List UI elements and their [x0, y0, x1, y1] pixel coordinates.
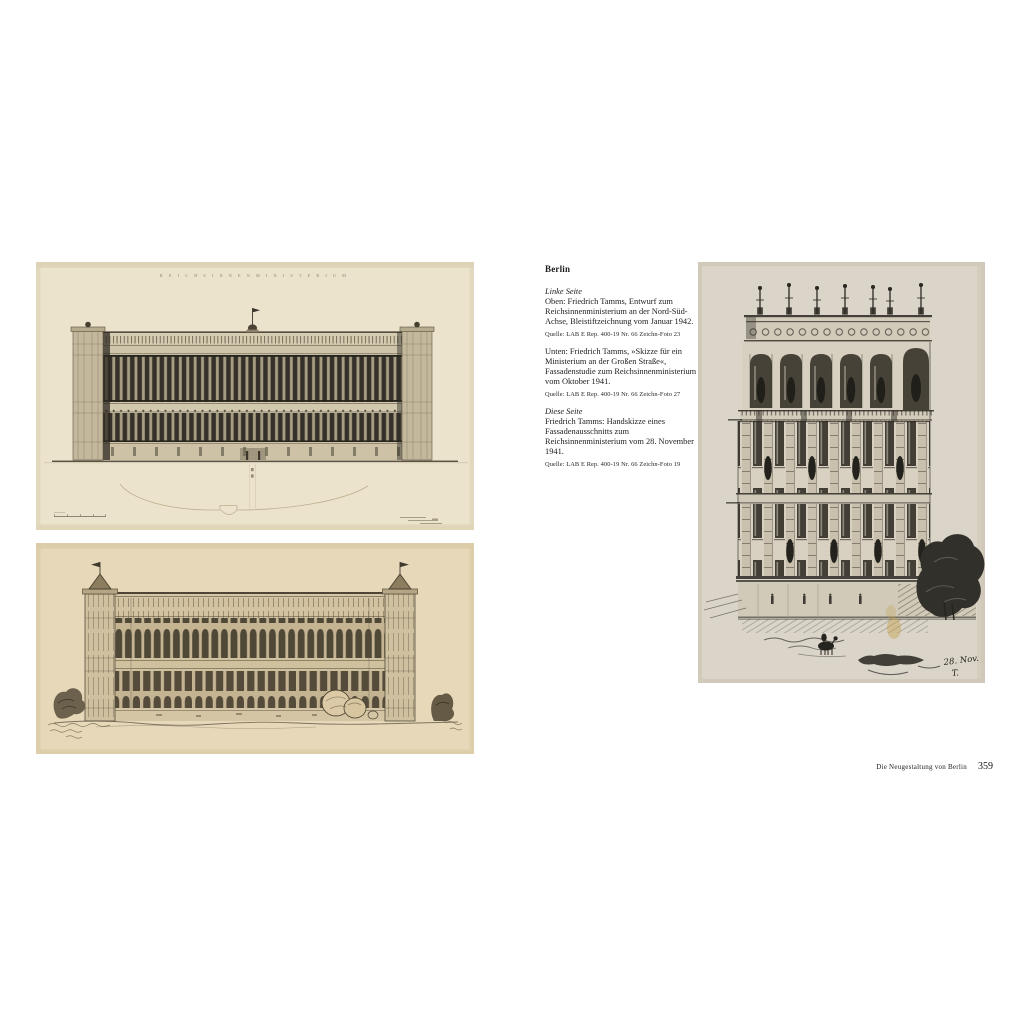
page-number: 359: [978, 761, 993, 772]
figure-elevation-drawing: [36, 262, 474, 530]
upper-arcade: [115, 618, 385, 658]
svg-text:28. Nov.: 28. Nov.: [943, 653, 980, 668]
caption-body: Oben: Friedrich Tamms, Entwurf zum Reichsinnenministerium an der Nord-Süd-Achse, Bleistiftzeichnung vom Januar 1942.: [545, 297, 694, 326]
boulder-small: [344, 698, 366, 718]
hand-sketch-canvas: [698, 262, 985, 683]
figure-hand-sketch: [698, 262, 985, 683]
caption-heading: Berlin: [545, 264, 571, 274]
left-pavilion: [71, 322, 110, 460]
right-pavilion: [397, 322, 434, 460]
caption-this-page: [545, 407, 698, 468]
svg-text:T.: T.: [951, 668, 960, 679]
lower-colonnade: [101, 413, 405, 442]
caption-label-linke-seite: Linke Seite: [545, 287, 582, 296]
facade-study-canvas: [36, 543, 474, 754]
caption-source: Quelle: LAB E Rep. 400-19 Nr. 66 Zeichn-Foto 23: [545, 330, 681, 338]
running-title: Die Neugestaltung von Berlin: [876, 763, 967, 771]
figure-facade-study: [36, 543, 474, 754]
caption-source: Quelle: LAB E Rep. 400-19 Nr. 66 Zeichn-Foto 19: [545, 460, 681, 468]
center-entrance: [240, 448, 266, 460]
caption-label-diese-seite: Diese Seite: [545, 407, 583, 416]
caption-source: Quelle: LAB E Rep. 400-19 Nr. 66 Zeichn-Foto 27: [545, 390, 681, 398]
caption-column: [545, 264, 698, 477]
upper-colonnade: [101, 355, 405, 402]
elevation-drawing-canvas: [36, 262, 474, 530]
drawing-title-inscription: REICHSINNENMINISTERIUM: [159, 273, 353, 278]
caption-left-page-top: [545, 287, 698, 338]
ochre-stain: [887, 617, 901, 639]
caption-left-page-bottom: [545, 347, 698, 398]
caption-body: Friedrich Tamms: Handskizze eines Fassadenausschnitts zum Reichsinnenministerium vom 28. November 1941.: [545, 417, 694, 456]
caption-body: Unten: Friedrich Tamms, »Skizze für ein Ministerium an der Großen Straße«, Fassadenstudie zum Reichsinnenministerium vom Oktober 1941.: [545, 347, 697, 386]
page-footer: [740, 761, 993, 772]
